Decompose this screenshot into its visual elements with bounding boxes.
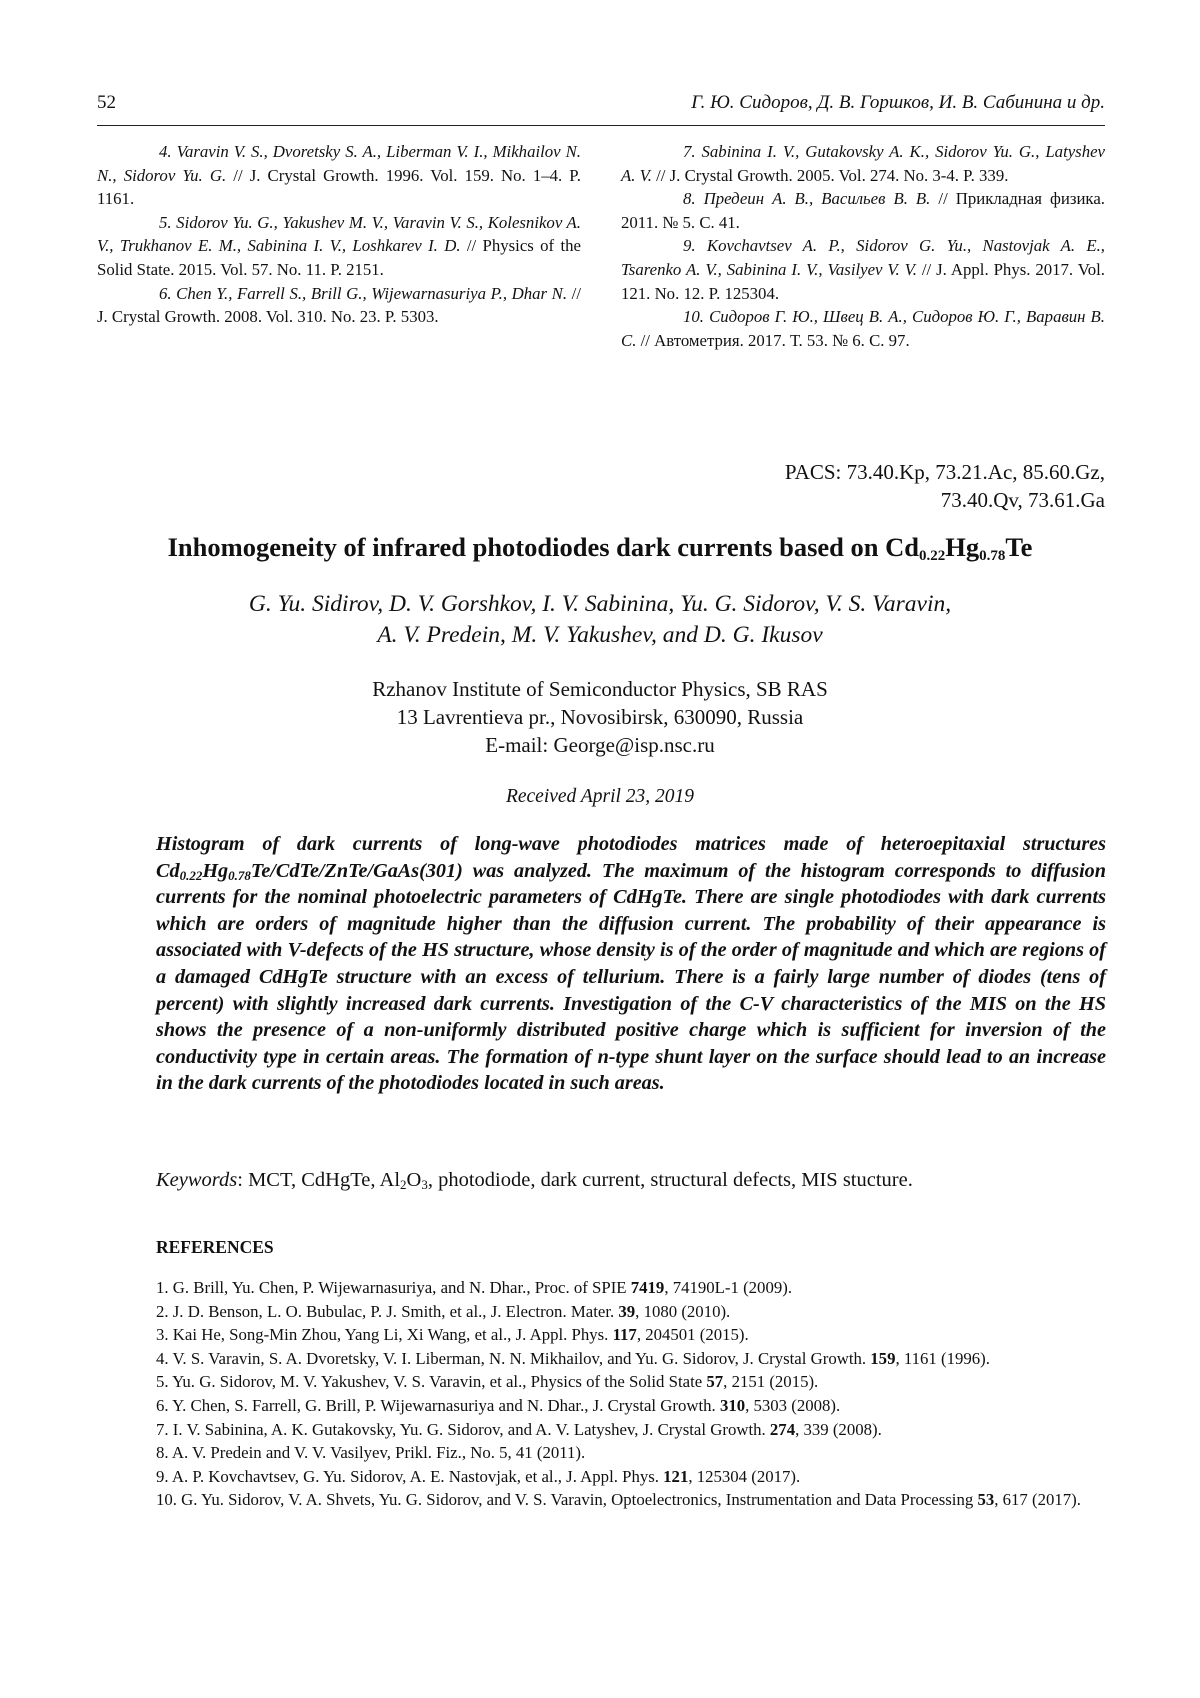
prev-references-right-column xyxy=(621,140,1105,352)
references-heading: REFERENCES xyxy=(156,1237,274,1258)
header-rule xyxy=(97,125,1105,126)
prev-reference-item: 5. Sidorov Yu. G., Yakushev M. V., Varavin V. S., Kolesnikov A. V., Trukhanov E. M., Sabinina I. V., Loshkarev I. D. // Physics of the Solid State. 2015. Vol. 57. No. 11. P. 2151. xyxy=(97,211,581,282)
prev-reference-item: 6. Chen Y., Farrell S., Brill G., Wijewarnasuriya P., Dhar N. // J. Crystal Growth. 2008. Vol. 310. No. 23. P. 5303. xyxy=(97,282,581,329)
reference-item: 8. A. V. Predein and V. V. Vasilyev, Prikl. Fiz., No. 5, 41 (2011). xyxy=(156,1441,1106,1465)
references-list xyxy=(156,1276,1106,1512)
reference-item: 1. G. Brill, Yu. Chen, P. Wijewarnasuriya, and N. Dhar., Proc. of SPIE 7419, 74190L-1 (2009). xyxy=(156,1276,1106,1300)
keywords-label: Keywords xyxy=(156,1169,237,1191)
reference-item: 2. J. D. Benson, L. O. Bubulac, P. J. Smith, et al., J. Electron. Mater. 39, 1080 (2010). xyxy=(156,1300,1106,1324)
reference-item: 3. Kai He, Song-Min Zhou, Yang Li, Xi Wang, et al., J. Appl. Phys. 117, 204501 (2015). xyxy=(156,1323,1106,1347)
reference-item: 10. G. Yu. Sidorov, V. A. Shvets, Yu. G. Sidorov, and V. S. Varavin, Optoelectronics, Instrumentation and Data Processing 53, 617 (2017). xyxy=(156,1488,1106,1512)
reference-item: 5. Yu. G. Sidorov, M. V. Yakushev, V. S. Varavin, et al., Physics of the Solid State 57, 2151 (2015). xyxy=(156,1370,1106,1394)
prev-reference-item: 4. Varavin V. S., Dvoretsky S. A., Liberman V. I., Mikhailov N. N., Sidorov Yu. G. // J. Crystal Growth. 1996. Vol. 159. No. 1–4. P. 1161. xyxy=(97,140,581,211)
running-authors: Г. Ю. Сидоров, Д. В. Горшков, И. В. Сабинина и др. xyxy=(691,92,1105,114)
prev-references-left-column xyxy=(97,140,581,329)
prev-reference-item: 10. Сидоров Г. Ю., Швец В. А., Сидоров Ю. Г., Варавин В. С. // Автометрия. 2017. Т. 53. № 6. С. 97. xyxy=(621,305,1105,352)
abstract: Histogram of dark currents of long-wave photodiodes matrices made of heteroepitaxial structures Cd0.22Hg0.78Te/CdTe/ZnTe/GaAs(301) was analyzed. The maximum of the histogram corresponds to diffusion currents for the nominal photoelectric parameters of CdHgTe. There are single photodiodes with dark currents which are orders of magnitude higher than the diffusion current. The probability of their appearance is associated with V-defects of the HS structure, whose density is of the order of magnitude and which are regions of a damaged CdHgTe structure with an excess of tellurium. There is a fairly large number of diodes (tens of percent) with slightly increased dark currents. Investigation of the C-V characteristics of the MIS on the HS shows the presence of a non-uniformly distributed positive charge which is sufficient for inversion of the conductivity type in certain areas. The formation of n-type shunt layer on the surface should lead to an increase in the dark currents of the photodiodes located in such areas. xyxy=(156,831,1106,1097)
reference-item: 6. Y. Chen, S. Farrell, G. Brill, P. Wijewarnasuriya and N. Dhar., J. Crystal Growth. 310, 5303 (2008). xyxy=(156,1394,1106,1418)
received-date: Received April 23, 2019 xyxy=(0,786,1200,808)
reference-item: 4. V. S. Varavin, S. A. Dvoretsky, V. I. Liberman, N. N. Mikhailov, and Yu. G. Sidorov, J. Crystal Growth. 159, 1161 (1996). xyxy=(156,1347,1106,1371)
pacs-codes: PACS: 73.40.Kp, 73.21.Ac, 85.60.Gz, 73.40.Qv, 73.61.Ga xyxy=(785,458,1105,514)
running-header xyxy=(97,92,1105,120)
article-title: Inhomogeneity of infrared photodiodes dark currents based on Cd0.22Hg0.78Te xyxy=(0,532,1200,563)
keywords: Keywords: MCT, CdHgTe, Al2O3, photodiode, dark current, structural defects, MIS stucture. xyxy=(156,1166,1116,1194)
prev-reference-item: 9. Kovchavtsev A. P., Sidorov G. Yu., Nastovjak A. E., Tsarenko A. V., Sabinina I. V., Vasilyev V. V. // J. Appl. Phys. 2017. Vol. 121. No. 12. P. 125304. xyxy=(621,234,1105,305)
reference-item: 7. I. V. Sabinina, A. K. Gutakovsky, Yu. G. Sidorov, and A. V. Latyshev, J. Crystal Growth. 274, 339 (2008). xyxy=(156,1418,1106,1442)
page-number: 52 xyxy=(97,92,116,114)
prev-reference-item: 7. Sabinina I. V., Gutakovsky A. K., Sidorov Yu. G., Latyshev A. V. // J. Crystal Growth. 2005. Vol. 274. No. 3-4. P. 339. xyxy=(621,140,1105,187)
paper-page xyxy=(0,0,1200,1698)
email: E-mail: George@isp.nsc.ru xyxy=(0,731,1200,759)
reference-item: 9. A. P. Kovchavtsev, G. Yu. Sidorov, A. E. Nastovjak, et al., J. Appl. Phys. 121, 125304 (2017). xyxy=(156,1465,1106,1489)
article-authors: G. Yu. Sidirov, D. V. Gorshkov, I. V. Sabinina, Yu. G. Sidorov, V. S. Varavin, A. V. Predein, M. V. Yakushev, and D. G. Ikusov xyxy=(0,589,1200,651)
prev-reference-item: 8. Предеин А. В., Васильев В. В. // Прикладная физика. 2011. № 5. С. 41. xyxy=(621,187,1105,234)
affiliation: Rzhanov Institute of Semiconductor Physics, SB RAS 13 Lavrentieva pr., Novosibirsk, 630090, Russia E-mail: George@isp.nsc.ru xyxy=(0,675,1200,759)
